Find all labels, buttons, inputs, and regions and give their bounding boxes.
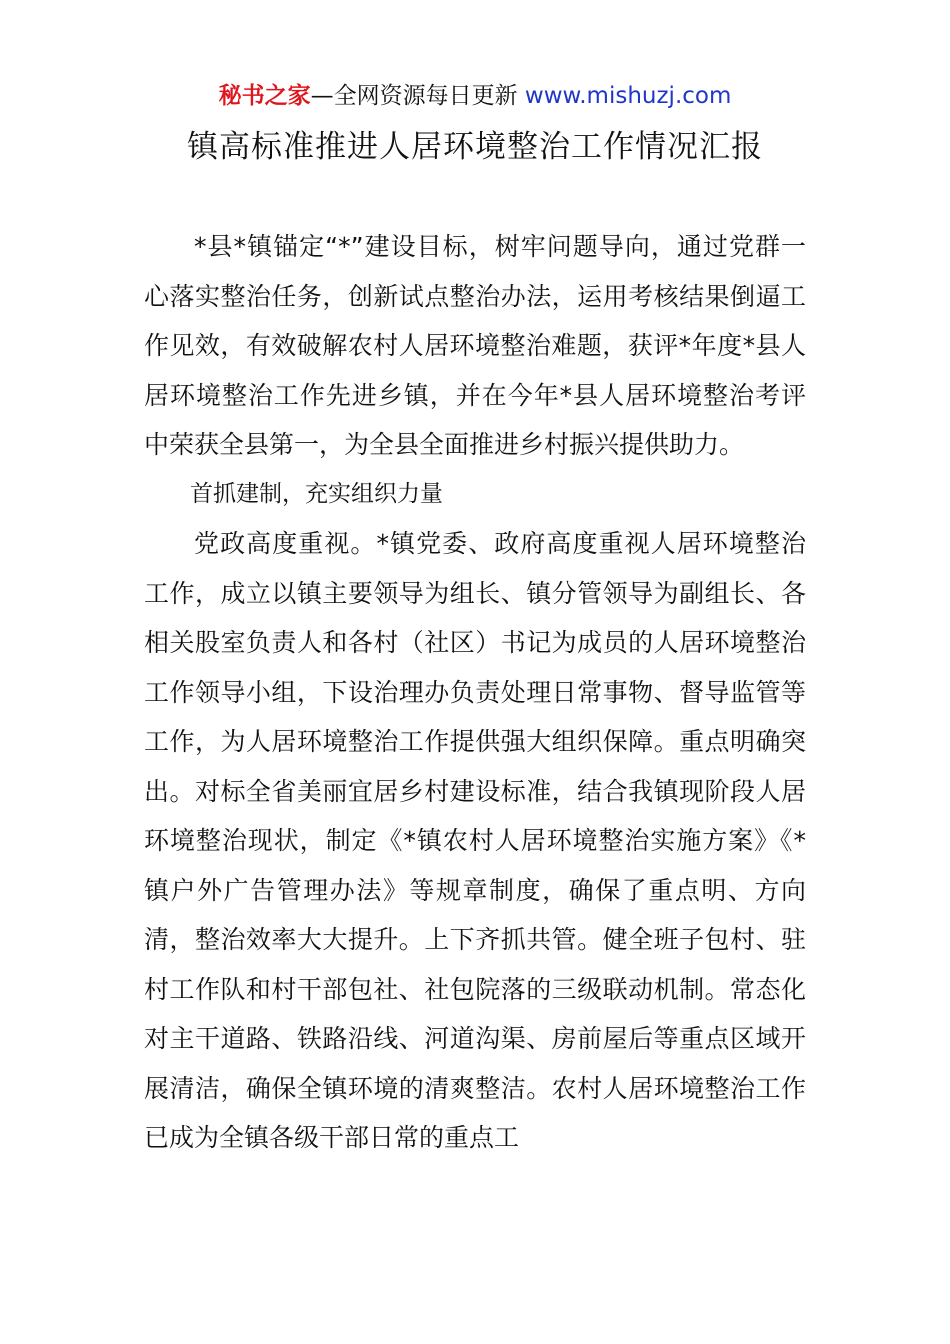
site-banner <box>0 80 950 112</box>
body-paragraph: 党政高度重视。*镇党委、政府高度重视人居环境整治工作，成立以镇主要领导为组长、镇分管领导为副组长、各相关股室负责人和各村（社区）书记为成员的人居环境整治工作领导小组，下设治理办负责处理日常事物、督导监管等工作，为人居环境整治工作提供强大组织保障。重点明确突出。对标全省美丽宜居乡村建设标准，结合我镇现阶段人居环境整治现状，制定《*镇农村人居环境整治实施方案》《*镇户外广告管理办法》等规章制度，确保了重点明、方向清，整治效率大大提升。上下齐抓共管。健全班子包村、驻村工作队和村干部包社、社包院落的三级联动机制。常态化对主干道路、铁路沿线、河道沟渠、房前屋后等重点区域开展清洁，确保全镇环境的清爽整洁。农村人居环境整治工作已成为全镇各级干部日常的重点工 <box>144 529 806 1152</box>
document-body <box>144 222 806 1163</box>
document-title: 镇高标准推进人居环境整治工作情况汇报 <box>187 129 763 165</box>
intro-paragraph: *县*镇锚定“*”建设目标，树牢问题导向，通过党群一心落实整治任务，创新试点整治办法，运用考核结果倒逼工作见效，有效破解农村人居环境整治难题，获评*年度*县人居环境整治工作先进乡镇，并在今年*县人居环境整治考评中荣获全县第一，为全县全面推进乡村振兴提供助力。 <box>144 232 806 459</box>
brand-name: 秘书之家 <box>218 83 311 109</box>
section-heading: 首抓建制，充实组织力量 <box>190 480 443 507</box>
banner-tagline: —全网资源每日更新 <box>310 83 525 109</box>
site-url-link[interactable]: www.mishuzj.com <box>524 83 732 109</box>
